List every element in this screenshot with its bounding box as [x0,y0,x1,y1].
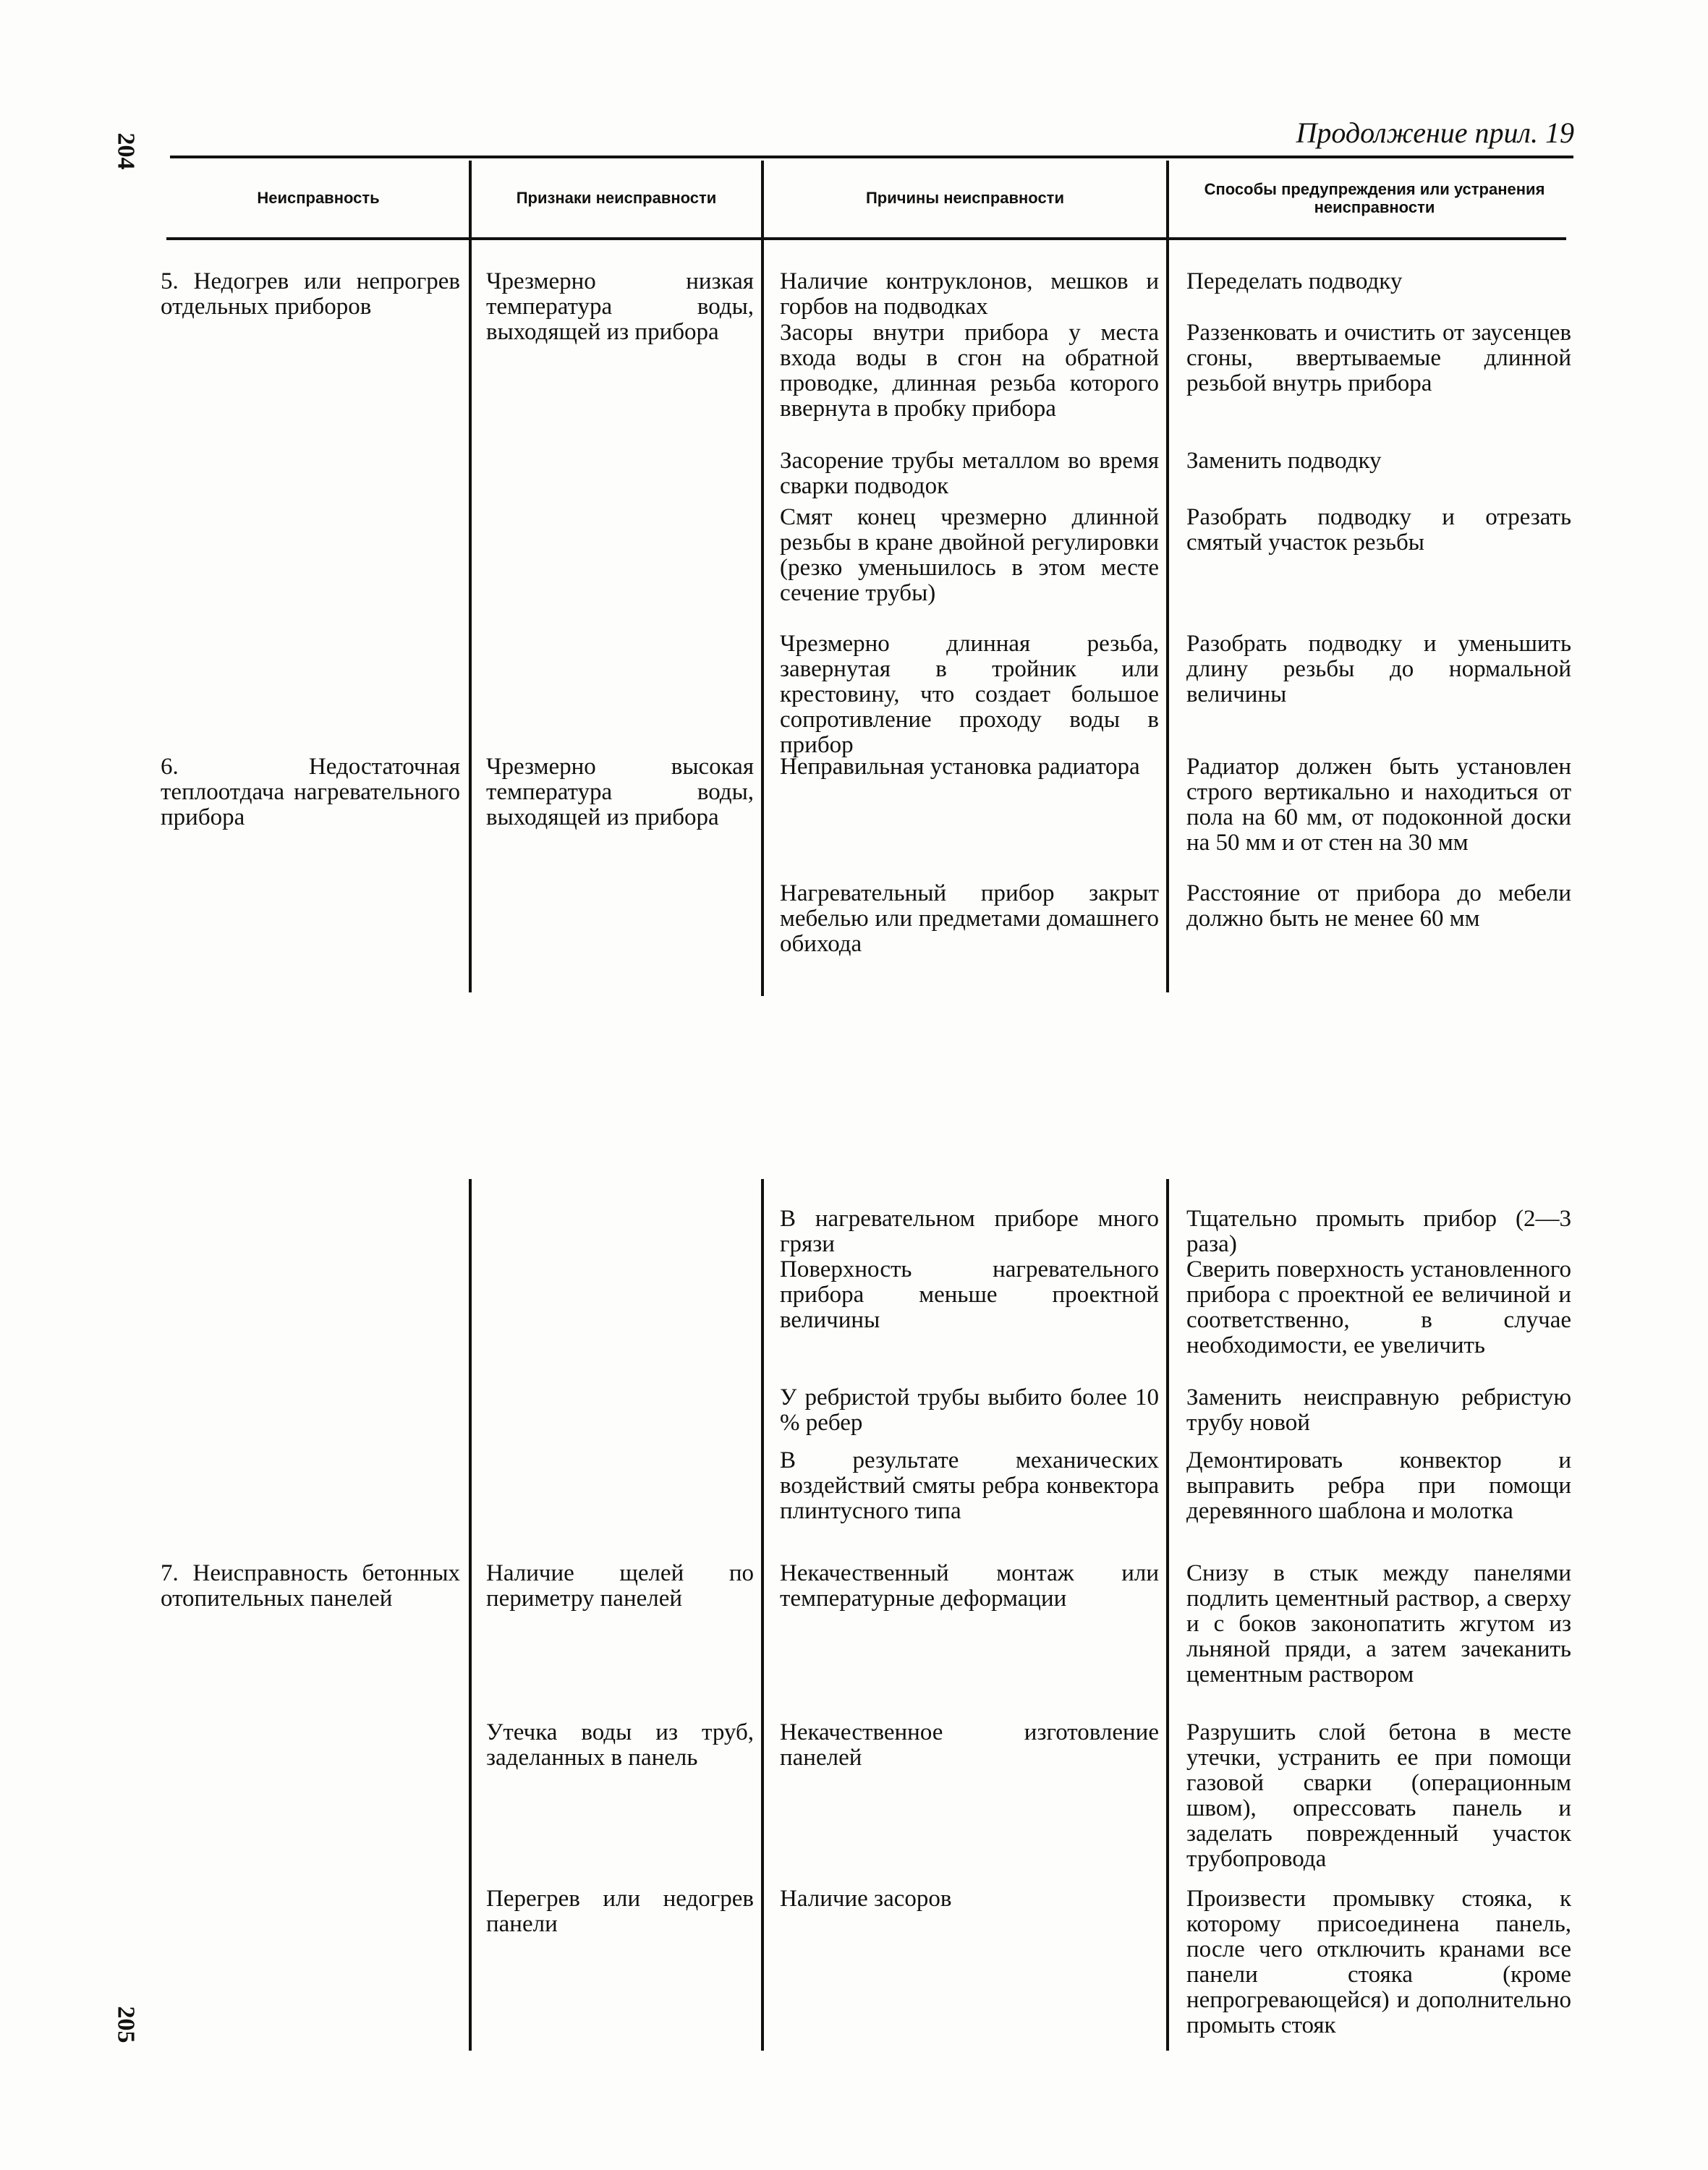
remedy-6-1: Радиатор должен быть установлен строго вертикально и находиться от пола на 60 мм, от подоконной доски на 50 мм и от стен на 30 мм [1186,754,1571,856]
column-divider [1166,1179,1169,2051]
remedy-5-3: Заменить подводку [1186,448,1382,474]
page-number-right: 205 [112,2006,140,2043]
remedy-7-2: Разрушить слой бетона в месте утечки, устранить ее при помощи газовой сварки (операционным швом), опрессовать панель и заделать поврежденный участок трубопровода [1186,1719,1571,1872]
remedy-6-2: Расстояние от прибора до мебели должно быть не менее 60 мм [1186,880,1571,932]
remedy-7-1: Снизу в стык между панелями подлить цементный раствор, а сверху и с боков законопатить жгутом из льняной пряди, а затем зачеканить цементным раствором [1186,1560,1571,1688]
sign-7-3: Перегрев или недогрев панели [486,1886,754,1937]
cause-6-2: Нагревательный прибор закрыт мебелью или предметами домашнего обихода [780,880,1159,957]
fault-6: 6. Недостаточная теплоотдача нагревательного прибора [161,754,460,830]
fault-7: 7. Неисправность бетонных отопительных панелей [161,1560,460,1612]
cause-5-3: Засорение трубы металлом во время сварки подводок [780,448,1159,499]
column-divider [761,161,764,996]
column-divider [469,161,472,992]
sign-7-1: Наличие щелей по периметру панелей [486,1560,754,1612]
cause-6-5: У ребристой трубы выбито более 10 % ребер [780,1384,1159,1436]
header-causes: Причины неисправности [865,189,1064,208]
header-signs: Признаки неисправности [516,189,717,208]
header-top-rule [170,156,1573,158]
cause-6-1: Неправильная установка радиатора [780,754,1140,780]
page-number-left: 204 [112,132,140,170]
continuation-title: Продолжение прил. 19 [1296,116,1574,149]
sign-7-2: Утечка воды из труб, заделанных в панель [486,1719,754,1771]
sign-6: Чрезмерно высокая температура воды, выходящей из прибора [486,754,754,830]
remedy-7-3: Произвести промывку стояка, к которому присоединена панель, после чего отключить кранами все панели стояка (кроме непрогревающейся) и дополнительно промыть стояк [1186,1886,1571,2038]
remedy-6-4: Сверить поверхность установленного прибора с проектной ее величиной и соответственно, в случае необходимости, ее увеличить [1186,1256,1571,1358]
cause-7-3: Наличие засоров [780,1886,952,1912]
cause-7-1: Некачественный монтаж или температурные деформации [780,1560,1159,1612]
cause-6-3: В нагревательном приборе много грязи [780,1206,1159,1257]
remedy-5-2: Раззенковать и очистить от заусенцев сгоны, ввертываемые длинной резьбой внутрь прибора [1186,320,1571,396]
column-divider [761,1179,764,2051]
fault-5: 5. Недогрев или непрогрев отдельных приборов [161,268,460,320]
cause-7-2: Некачественное изготовление панелей [780,1719,1159,1771]
column-divider [469,1179,472,2051]
column-divider [1166,161,1169,992]
cause-6-4: Поверхность нагревательного прибора меньше проектной величины [780,1256,1159,1333]
remedy-5-5: Разобрать подводку и уменьшить длину резьбы до нормальной величины [1186,631,1571,707]
remedy-5-4: Разобрать подводку и отрезать смятый участок резьбы [1186,504,1571,556]
cause-5-4: Смят конец чрезмерно длинной резьбы в кране двойной регулировки (резко уменьшилось в этом месте сечение трубы) [780,504,1159,606]
remedy-6-3: Тщательно промыть прибор (2—3 раза) [1186,1206,1571,1257]
cause-5-2: Засоры внутри прибора у места входа воды в сгон на обратной проводке, длинная резьба которого ввернута в пробку прибора [780,320,1159,422]
header-fault: Неисправность [257,189,380,208]
header-remedies: Способы предупреждения или устранения неисправности [1204,179,1545,216]
sign-5: Чрезмерно низкая температура воды, выходящей из прибора [486,268,754,345]
remedy-5-1: Переделать подводку [1186,268,1403,294]
remedy-6-6: Демонтировать конвектор и выправить ребра при помощи деревянного шаблона и молотка [1186,1447,1571,1524]
cause-5-1: Наличие контруклонов, мешков и горбов на подводках [780,268,1159,320]
cause-5-5: Чрезмерно длинная резьба, завернутая в тройник или крестовину, что создает большое сопротивление проходу воды в прибор [780,631,1159,758]
remedy-6-5: Заменить неисправную ребристую трубу новой [1186,1384,1571,1436]
header-bottom-rule [166,237,1566,240]
cause-6-6: В результате механических воздействий смяты ребра конвектора плинтусного типа [780,1447,1159,1524]
